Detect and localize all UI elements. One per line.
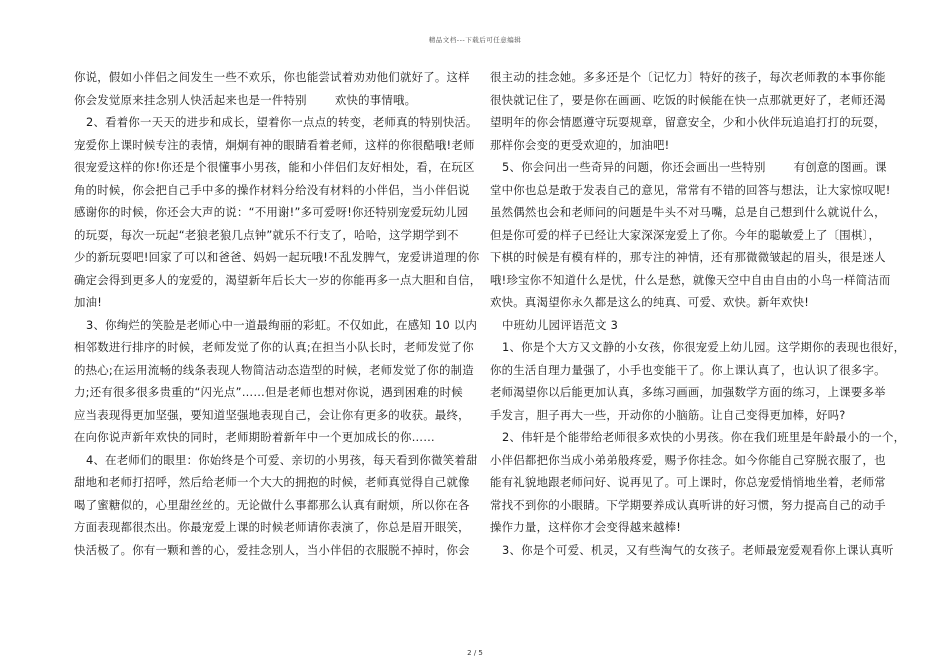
text-segment: 在向你说声新年欢快的同时，老师期盼着新年中一个更加成长的你…… [74, 430, 435, 444]
text-line [490, 314, 874, 337]
text-line [74, 426, 458, 449]
text-segment: 的玩耍，每次一玩起“老狼老狼几点钟”就乐不行支了，哈哈，这学期学到不 [74, 227, 459, 242]
text-segment: 小伴侣都把你当成小弟弟般疼爱，赐予你挂念。如今你能自己穿脱衣服了，也 [490, 452, 886, 467]
text-segment: 你说，假如小伴侣之间发生一些不欢乐，你也能尝试着劝劝他们就好了。这样 [74, 70, 470, 84]
text-line [490, 359, 886, 382]
text-segment: 常找不到你的小眼睛。下学期要养成认真听讲的好习惯，努力提高自己的动手 [490, 497, 886, 512]
text-line [490, 471, 886, 494]
text-line [74, 246, 480, 269]
text-segment: 力;还有很多很多贵重的“闪光点”……但是老师也想对你说，遇到困难的时候 [74, 385, 463, 399]
text-line [490, 201, 886, 224]
text-segment: 相邻数进行排序的时候，老师发觉了你的认真;在担当小队长时，老师发觉了你 [74, 340, 474, 354]
text-line [74, 449, 478, 472]
text-segment: 确定会得到更多人的宠爱的，渴望新年后长大一岁的你能再多一点大胆和自信， [74, 272, 482, 287]
text-segment: 欢快的事情哦。 [334, 92, 417, 107]
text-segment: 加油! [74, 295, 103, 309]
text-segment: 堂中你也总是敢于发表自己的意见，常常有不错的回答与想法，让大家惊叹呢! [490, 182, 891, 197]
text-segment: 5、你会问出一些奇异的问题，你还会画出一些特别 [502, 160, 766, 174]
text-line [74, 516, 470, 539]
text-segment: 快活极了。你有一颗和善的心，爱挂念别人，当小伴侣的衣服脱不掉时，你会 [74, 542, 470, 557]
text-line [490, 494, 886, 517]
text-line [490, 269, 891, 292]
text-line [74, 336, 474, 359]
text-line [74, 314, 478, 337]
text-line [74, 111, 478, 134]
text-line [74, 134, 475, 157]
text-segment: 望明年的你会情愿遵守玩耍规章，留意安全，少和小伙伴玩追追打打的玩耍， [490, 115, 886, 129]
text-segment: 但是你可爱的样子已经让大家深深宠爱上了你。今年的聪敏爱上了〔围棋〕， [490, 227, 881, 242]
text-line [490, 381, 886, 404]
text-segment: 很快就记住了，要是你在画画、吃饭的时候能在快一点那就更好了，老师还渴 [490, 92, 886, 107]
text-segment: 应当表现得更加坚强，要知道坚强地表现自己，会让你有更多的收获。最终， [74, 407, 470, 422]
text-segment: 很宠爱这样的你!你还是个很懂事小男孩，能和小伴侣们友好相处，看，在玩区 [74, 160, 475, 174]
text-line [490, 539, 894, 562]
text-line [490, 426, 906, 449]
text-segment: 2、伟轩是个能带给老师很多欢快的小男孩。你在我们班里是年龄最小的一个， [502, 430, 906, 444]
text-segment: 虽然偶然也会和老师问的问题是牛头不对马嘴，总是自己想到什么就说什么， [490, 205, 886, 219]
text-segment: 甜地和老师打招呼，然后给老师一个大大的拥抱的时候，老师真觉得自己就像 [74, 475, 470, 489]
text-segment: 3、你绚烂的笑脸是老师心中一道最绚丽的彩虹。不仅如此，在感知 10 以内 [86, 317, 478, 332]
text-segment: 喝了蜜糖似的，心里甜丝丝的。无论做什么事都那么认真有耐烦，所以你在各 [74, 497, 470, 512]
text-segment: 那样你会变的更受欢迎的，加油吧! [490, 137, 670, 152]
text-segment: 宠爱你上课时候专注的表情，炯炯有神的眼睛看着老师，这样的你很酷哦!老师 [74, 137, 475, 152]
text-line [490, 156, 887, 179]
text-segment: 你会发觉原来挂念别人快活起来也是一件特别 [74, 92, 307, 107]
text-line [490, 336, 906, 359]
text-line [74, 539, 470, 562]
left-text-column [74, 66, 482, 561]
text-line [490, 404, 874, 427]
text-segment: 中班幼儿园评语范文 3 [502, 317, 619, 332]
text-line [74, 471, 470, 494]
text-line [74, 494, 470, 517]
text-segment: 下棋的时候是有模有样的，那专注的神情，还有那微微皱起的眉头，很是迷人 [490, 250, 886, 264]
text-line [490, 111, 886, 134]
text-line [490, 66, 886, 89]
right-text-column [490, 66, 906, 561]
text-line [74, 224, 458, 247]
text-line [74, 269, 482, 292]
page-header: 精品文档---下载后可任意编辑 [428, 36, 522, 44]
text-segment: 很主动的挂念她。多多还是个〔记忆力〕特好的孩子，每次老师教的本事你能 [490, 70, 886, 84]
text-line [74, 381, 463, 404]
text-segment: 欢快。真渴望你永久都是这么的纯真、可爱、欢快。新年欢快! [490, 295, 810, 309]
text-line [490, 291, 874, 314]
text-line [74, 404, 470, 427]
text-line [74, 201, 469, 224]
text-segment: 有创意的图画。课 [793, 160, 887, 174]
text-line [490, 179, 891, 202]
text-segment: 能有礼貌地跟老师问好、说再见了。可上课时，你总宠爱悄悄地坐着，老师常 [490, 475, 886, 489]
text-line [490, 516, 874, 539]
text-segment: 3、你是个可爱、机灵，又有些淘气的女孩子。老师最宠爱观看你上课认真听 [502, 542, 894, 557]
text-segment: 操作力量，这样你才会变得越来越棒! [490, 520, 682, 534]
text-segment: 1、你是个大方又文静的小女孩，你很宠爱上幼儿园。这学期你的表现也很好， [502, 340, 906, 354]
text-segment: 少的新玩耍吧!回家了可以和爸爸、妈妈一起玩哦!不乱发脾气，宠爱讲道理的你 [74, 250, 480, 264]
page-number: 2 / 5 [467, 649, 483, 657]
text-line [490, 134, 874, 157]
text-line [74, 179, 470, 202]
text-segment: 你的生活自理力量强了，小手也变能干了。你上课认真了，也认识了很多字。 [490, 362, 886, 377]
text-line [490, 449, 886, 472]
text-segment: 角的时候，你会把自己手中多的操作材料分给没有材料的小伴侣，当小伴侣说 [74, 182, 470, 197]
text-line [74, 156, 475, 179]
text-segment: 的热心;在运用流畅的线条表现人物简洁动态造型的时候，老师发觉了你的制造 [74, 362, 474, 377]
text-segment: 方面表现都很杰出。你最宠爱上课的时候老师请你表演了，你总是眉开眼笑， [74, 520, 470, 534]
text-segment: 手发言，胆子再大一些，开动你的小脑筋。让自己变得更加棒，好吗? [490, 407, 846, 422]
text-line [490, 224, 881, 247]
text-line [74, 291, 458, 314]
text-line [74, 359, 474, 382]
text-segment: 4、在老师们的眼里：你始终是个可爱、亲切的小男孩，每天看到你微笑着甜 [86, 452, 478, 467]
text-line [74, 89, 458, 112]
text-line [490, 246, 886, 269]
text-line [74, 66, 470, 89]
text-line [490, 89, 886, 112]
text-segment: 2、看着你一天天的进步和成长，望着你一点点的转变，老师真的特别快活。 [86, 115, 478, 129]
text-segment: 感谢你的时候，你还会大声的说：“不用谢!”多可爱呀!你还特别宠爱玩幼儿园 [74, 205, 469, 219]
text-segment: 哦!珍宝你不知道什么是忧，什么是愁，就像天空中自由自由的小鸟一样简洁而 [490, 272, 891, 287]
text-segment: 老师渴望你以后能更加认真，多练习画画，加强数学方面的练习，上课要多举 [490, 385, 886, 399]
